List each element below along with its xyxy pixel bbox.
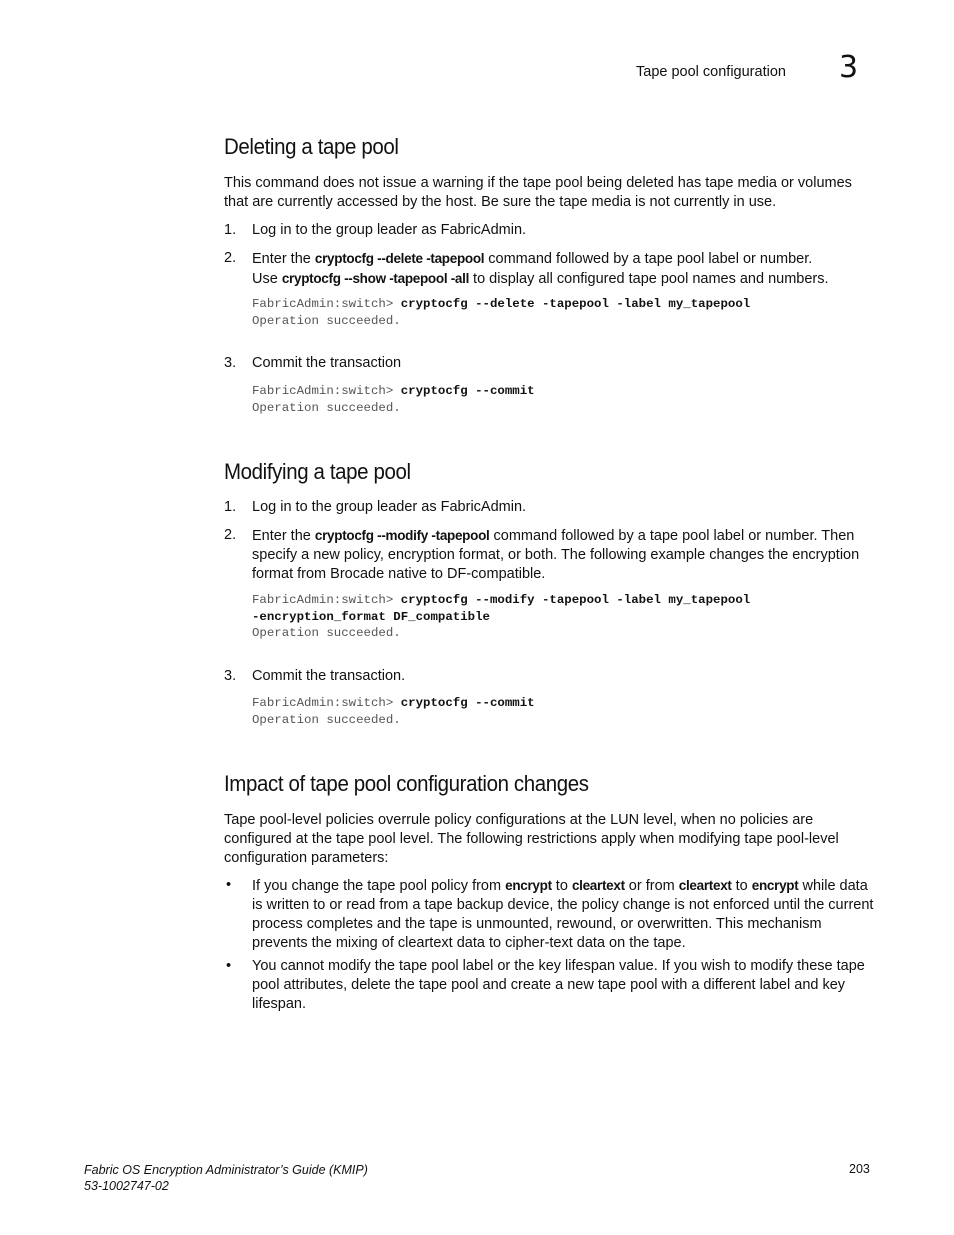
step-text: Enter the cryptocfg --modify -tapepool command followed by a tape pool label or number. Then specify a new policy, encryption format, or both. The following example changes the encryption format from Brocade native to DF-compatible. [252, 528, 860, 582]
step-number: 2. [224, 250, 237, 266]
step-text: Enter the cryptocfg --delete -tapepool command followed by a tape pool label or number. Use cryptocfg --show -tapepool -all to display all configured tape pool names and numbers. [252, 251, 829, 287]
running-header-title: Tape pool configuration [636, 64, 786, 80]
footer-doc-info [84, 1162, 368, 1194]
step-text: Commit the transaction [252, 355, 402, 371]
bullet-marker: • [226, 877, 232, 893]
bullet-text: If you change the tape pool policy from encrypt to cleartext or from cleartext to encrypt while data is written to or read from a tape backup device, the policy change is not enforced until the current process completes and the tape is unmounted, rewound, or overwritten. This mechanism prevents the mixing of cleartext data to cipher-text data on the tape. [252, 878, 874, 951]
footer-doc-number: 53-1002747-02 [84, 1179, 169, 1193]
step-text: Log in to the group leader as FabricAdmin. [252, 499, 527, 515]
step-number: 3. [224, 355, 237, 371]
step-number: 1. [224, 499, 237, 515]
step-text: Commit the transaction. [252, 668, 406, 684]
page-number: 203 [849, 1162, 870, 1176]
footer-doc-title: Fabric OS Encryption Administrator’s Guide (KMIP) [84, 1163, 368, 1177]
command-name: cryptocfg --delete -tapepool [314, 251, 485, 266]
bullet-marker: • [226, 958, 232, 974]
section-intro: Tape pool-level policies overrule policy configurations at the LUN level, when no policies are configured at the tape pool level. The following restrictions apply when modifying tape pool-level configuration parameters: [224, 812, 839, 866]
section-heading-modifying: Modifying a tape pool [224, 459, 411, 484]
chapter-number: 3 [839, 50, 859, 85]
code-block: FabricAdmin:switch> cryptocfg --commit Operation succeeded. [252, 696, 535, 727]
command-name: cryptocfg --modify -tapepool [314, 528, 490, 543]
step-number: 1. [224, 222, 237, 238]
section-heading-deleting: Deleting a tape pool [224, 134, 399, 159]
step-text: Log in to the group leader as FabricAdmin. [252, 222, 527, 238]
code-block: FabricAdmin:switch> cryptocfg --delete -tapepool -label my_tapepool Operation succeeded. [252, 297, 751, 328]
code-block: FabricAdmin:switch> cryptocfg --commit Operation succeeded. [252, 384, 535, 415]
command-name: cryptocfg --show -tapepool -all [281, 271, 470, 286]
step-number: 2. [224, 527, 237, 543]
code-block: FabricAdmin:switch> cryptocfg --modify -tapepool -label my_tapepool -encryption_format DF_compatible Operation succeeded. [252, 593, 751, 641]
section-intro: This command does not issue a warning if the tape pool being deleted has tape media or volumes that are currently accessed by the host. Be sure the tape media is not currently in use. [224, 175, 852, 210]
bullet-text: You cannot modify the tape pool label or the key lifespan value. If you wish to modify these tape pool attributes, delete the tape pool and create a new tape pool with a different label and key lifespan. [252, 958, 865, 1012]
section-heading-impact: Impact of tape pool configuration changes [224, 771, 589, 796]
step-number: 3. [224, 668, 237, 684]
